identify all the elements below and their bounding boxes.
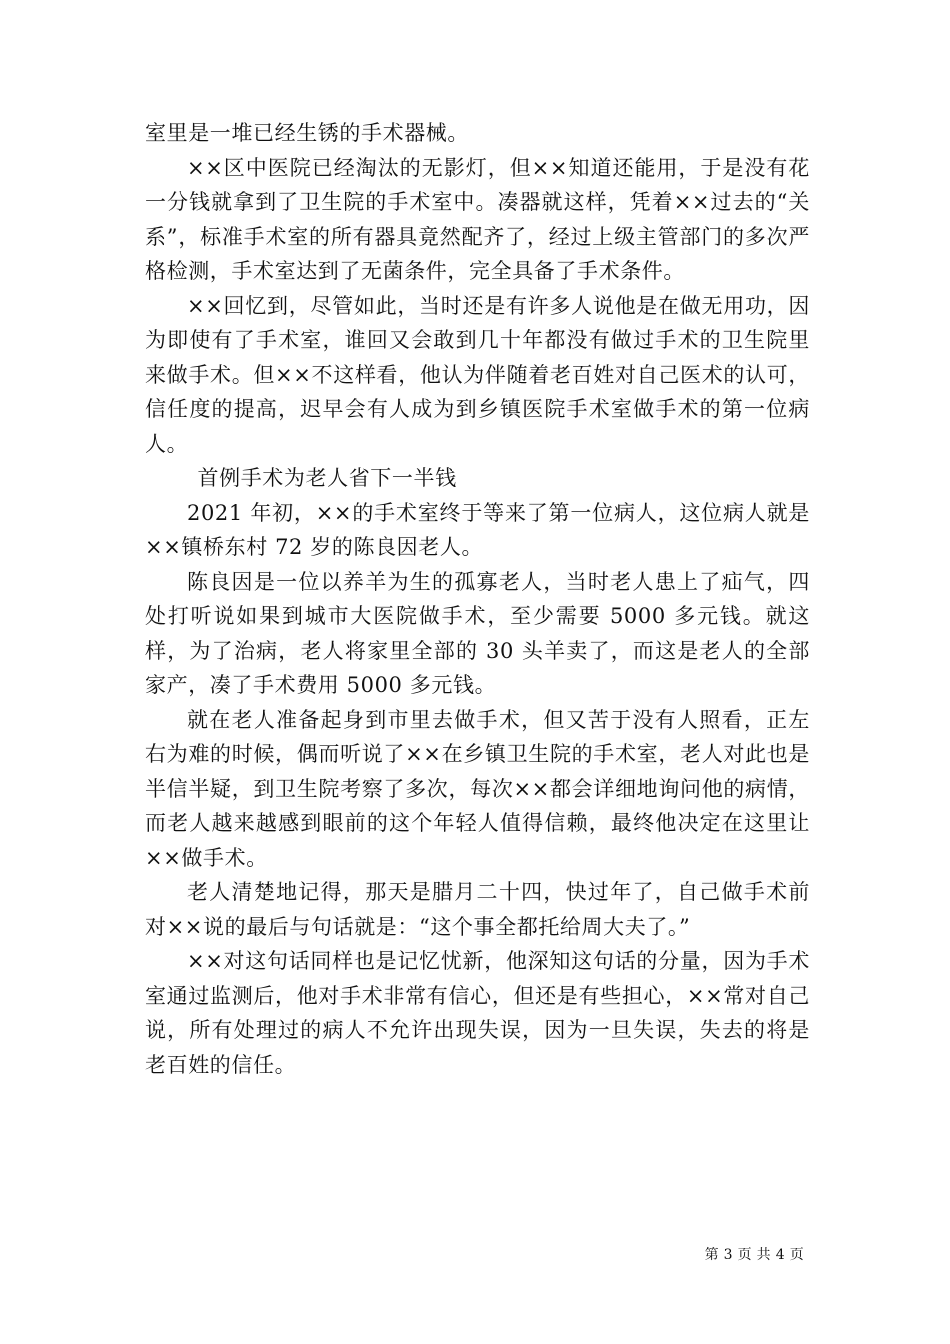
- paragraph-6: 就在老人准备起身到市里去做手术，但又苦于没有人照看，正左右为难的时候，偶而听说了××在乡镇卫生院的手术室，老人对此也是半信半疑，到卫生院考察了多次，每次××都会详细地询问他的病情，而老人越来越感到眼前的这个年轻人值得信赖，最终他决定在这里让××做手术。: [145, 707, 810, 870]
- paragraph-7: 老人清楚地记得，那天是腊月二十四，快过年了，自己做手术前对××说的最后与句话就是：“这个事全都托给周大夫了。”: [145, 880, 810, 939]
- paragraph-2: ××区中医院已经淘汰的无影灯，但××知道还能用，于是没有花一分钱就拿到了卫生院的手术室中。凑器就这样，凭着××过去的“关系”，标准手术室的所有器具竟然配齐了，经过上级主管部门的多次严格检测，手术室达到了无菌条件，完全具备了手术条件。: [145, 155, 810, 283]
- paragraph-4: 2021 年初，××的手术室终于等来了第一位病人，这位病人就是××镇桥东村 72 岁的陈良因老人。: [145, 500, 810, 559]
- section-heading: 首例手术为老人省下一半钱: [197, 466, 457, 490]
- paragraph-3: ××回忆到，尽管如此，当时还是有许多人说他是在做无用功，因为即使有了手术室，谁回又会敢到几十年都没有做过手术的卫生院里来做手术。但××不这样看，他认为伴随着老百姓对自己医术的认可，信任度的提高，迟早会有人成为到乡镇医院手术室做手术的第一位病人。: [145, 293, 810, 456]
- paragraph-8: ××对这句话同样也是记忆忧新，他深知这句话的分量，因为手术室通过监测后，他对手术非常有信心，但还是有些担心，××常对自己说，所有处理过的病人不允许出现失误，因为一旦失误，失去的将是老百姓的信任。: [145, 949, 810, 1077]
- document-body: [145, 116, 810, 1082]
- paragraph-5: 陈良因是一位以养羊为生的孤寡老人，当时老人患上了疝气，四处打听说如果到城市大医院做手术，至少需要 5000 多元钱。就这样，为了治病，老人将家里全部的 30 头羊卖了，而这是老人的全部家产，凑了手术费用 5000 多元钱。: [145, 569, 810, 697]
- paragraph-1: 室里是一堆已经生锈的手术器械。: [145, 121, 469, 145]
- page-number-footer: 第 3 页 共 4 页: [704, 1247, 804, 1263]
